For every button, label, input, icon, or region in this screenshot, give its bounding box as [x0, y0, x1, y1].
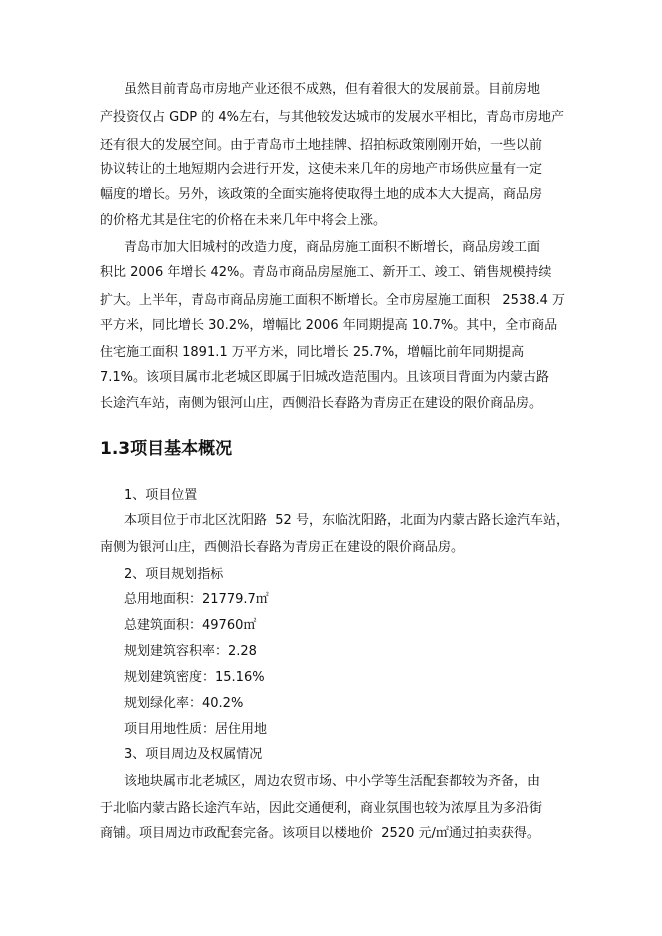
text-line: 规划建筑容积率：2.28	[124, 644, 257, 659]
text-line: 积比 2006 年增长 42%。青岛市商品房屋施工、新开工、竣工、销售规模持续	[100, 265, 552, 280]
text-line: 产投资仅占 GDP 的 4%左右，与其他较发达城市的发展水平相比，青岛市房地产	[100, 110, 564, 125]
text-line: 虽然目前青岛市房地产业还很不成熟，但有着很大的发展前景。目前房地	[124, 82, 541, 97]
text-line: 的价格尤其是住宅的价格在未来几年中将会上涨。	[100, 213, 387, 228]
section-heading: 1.3项目基本概况	[100, 439, 233, 459]
text-line: 南侧为银河山庄，西侧沿长春路为青房正在建设的限价商品房。	[100, 540, 465, 555]
text-line: 还有很大的发展空间。由于青岛市土地挂牌、招拍标政策刚刚开始，一些以前	[100, 138, 543, 153]
list-item: 2、项目规划指标	[124, 567, 224, 582]
text-line: 总用地面积：21779.7㎡	[124, 592, 269, 607]
list-item: 3、项目周边及权属情况	[124, 747, 263, 762]
text-line: 住宅施工面积 1891.1 万平方米，同比增长 25.7%，增幅比前年同期提高	[100, 345, 525, 360]
text-line: 7.1%。该项目属市北老城区即属于旧城改造范围内。且该项目背面为内蒙古路	[100, 370, 550, 385]
text-line: 项目用地性质：居住用地	[124, 722, 268, 737]
text-line: 协议转让的土地短期内会进行开发，这使未来几年的房地产市场供应量有一定	[100, 162, 543, 177]
text-line: 幅度的增长。另外，该政策的全面实施将使取得土地的成本大大提高，商品房	[100, 187, 543, 202]
text-line: 商铺。项目周边市政配套完备。该项目以楼地价 2520 元/㎡通过拍卖获得。	[100, 826, 540, 841]
text-line: 规划建筑密度：15.16%	[124, 670, 265, 685]
text-line: 规划绿化率：40.2%	[124, 696, 244, 711]
text-line: 总建筑面积：49760㎡	[124, 618, 257, 633]
list-item: 1、项目位置	[124, 488, 198, 503]
text-line: 于北临内蒙古路长途汽车站，因此交通便利，商业氛围也较为浓厚且为多沿街	[100, 801, 543, 816]
text-line: 扩大。上半年，青岛市商品房施工面积不断增长。全市房屋施工面积 2538.4 万	[100, 293, 566, 308]
text-line: 青岛市加大旧城村的改造力度，商品房施工面积不断增长，商品房竣工面	[124, 240, 541, 255]
text-line: 该地块属市北老城区，周边农贸市场、中小学等生活配套都较为齐备，由	[124, 774, 541, 789]
text-line: 平方米，同比增长 30.2%，增幅比 2006 年同期提高 10.7%。其中，全市商品	[100, 318, 558, 333]
text-line: 本项目位于市北区沈阳路 52 号，东临沈阳路，北面为内蒙古路长途汽车站，	[124, 513, 569, 528]
text-line: 长途汽车站，南侧为银河山庄，西侧沿长春路为青房正在建设的限价商品房。	[100, 396, 543, 411]
